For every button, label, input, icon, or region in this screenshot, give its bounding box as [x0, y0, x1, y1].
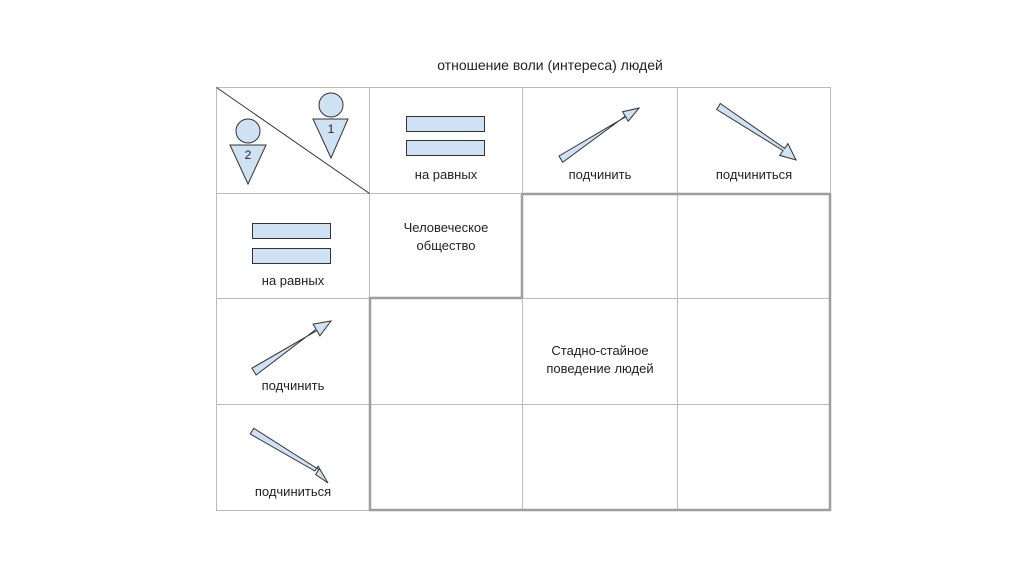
equal-icon — [253, 224, 331, 264]
person-2-label: 2 — [244, 148, 252, 162]
arrow-down-right-icon — [717, 104, 796, 161]
herd-behavior-label-line2: поведение людей — [546, 361, 654, 376]
column-label-subjugate: подчинить — [568, 167, 632, 182]
equal-icon — [407, 117, 485, 156]
human-society-label-line1: Человеческое — [403, 220, 489, 235]
person-1-label: 1 — [327, 122, 335, 136]
herd-behavior-label-line1: Стадно-стайное — [551, 343, 649, 358]
corner-diagonal — [217, 88, 370, 194]
arrow-up-right-icon — [252, 321, 331, 375]
column-label-equal: на равных — [414, 167, 478, 182]
diagram-title: отношение воли (интереса) людей — [437, 57, 663, 73]
row-label-subjugate: подчинить — [261, 378, 325, 393]
row-label-equal: на равных — [261, 273, 325, 288]
human-society-label-line2: общество — [416, 238, 476, 253]
row-label-submit: подчиниться — [254, 484, 332, 499]
arrow-up-right-icon — [559, 108, 639, 162]
column-label-submit: подчиниться — [715, 167, 793, 182]
arrow-down-right-icon — [250, 428, 328, 483]
